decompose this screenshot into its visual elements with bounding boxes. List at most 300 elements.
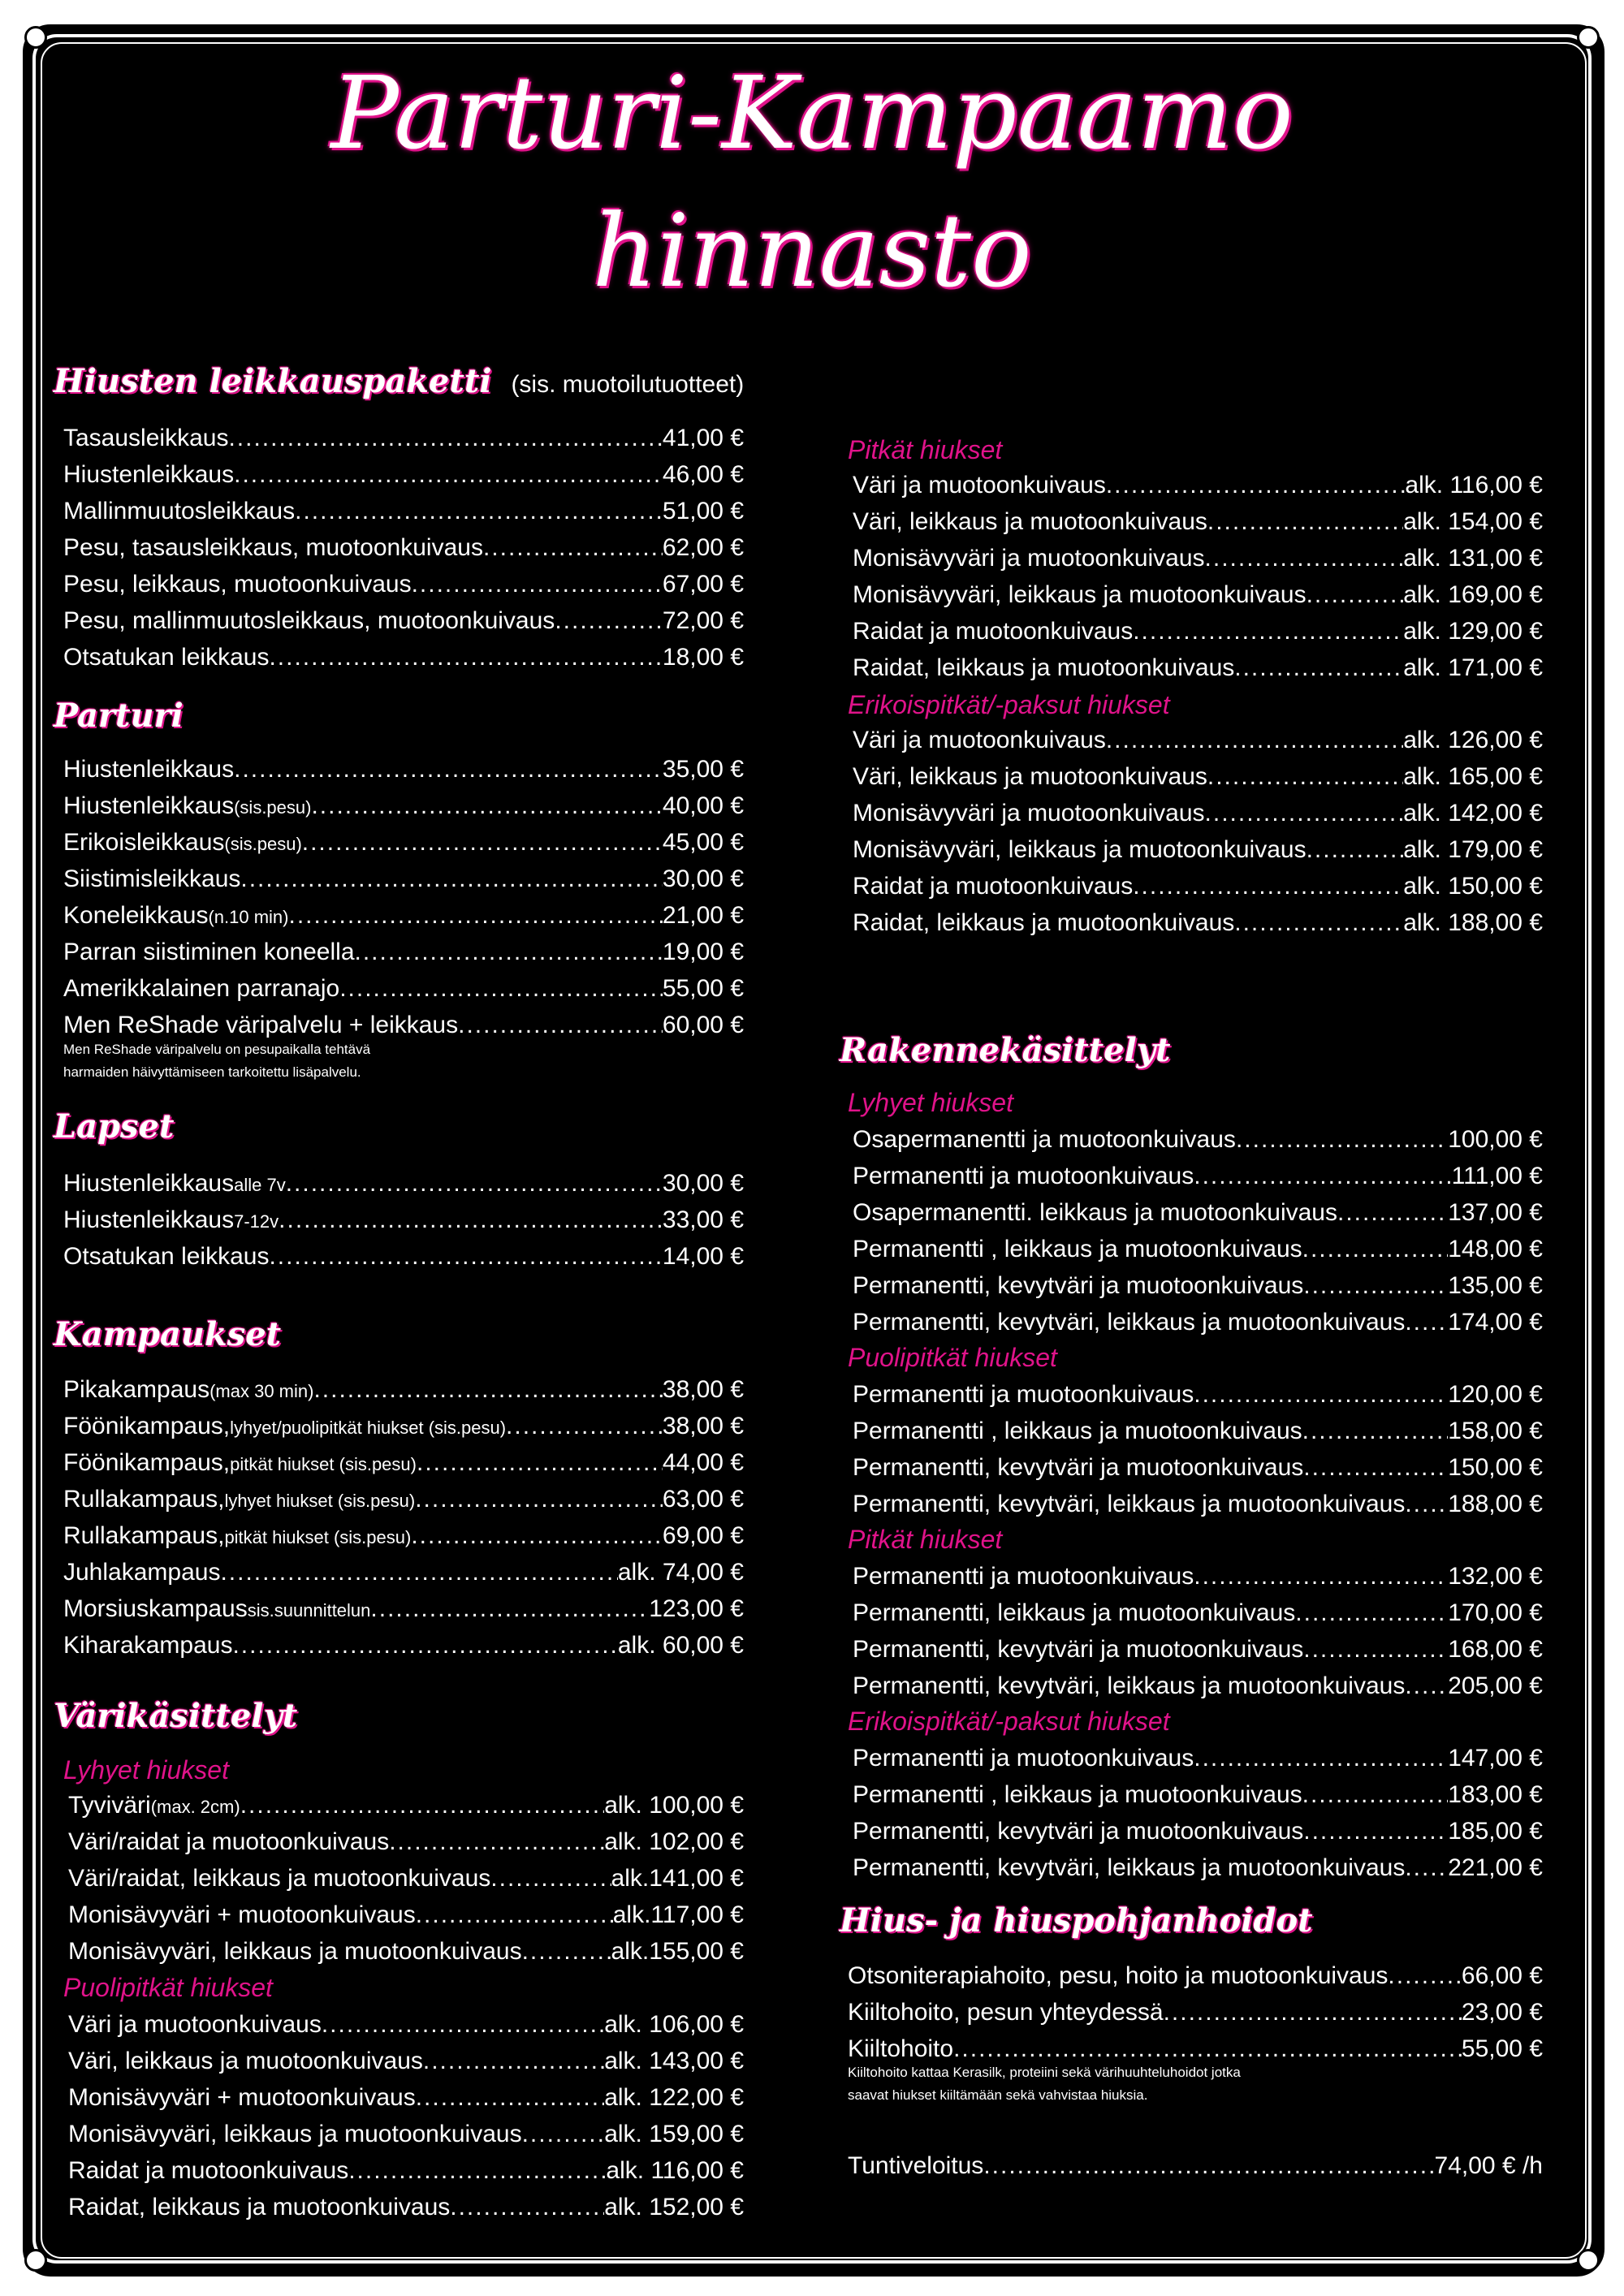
service-detail: (max. 2cm) bbox=[150, 1797, 240, 1817]
service-price: 183,00 € bbox=[1448, 1781, 1543, 1808]
dot-leader bbox=[411, 1518, 663, 1554]
service-price: alk. 142,00 € bbox=[1403, 800, 1543, 826]
price-row bbox=[853, 504, 1543, 540]
section-title bbox=[54, 1315, 281, 1353]
dot-leader bbox=[313, 1372, 662, 1408]
price-row bbox=[853, 1377, 1543, 1413]
price-row bbox=[848, 1995, 1543, 2031]
service-price: alk. 171,00 € bbox=[1403, 654, 1543, 681]
service-price: 132,00 € bbox=[1448, 1563, 1543, 1590]
service-label: Rullakampaus, bbox=[63, 1522, 225, 1549]
section-title-text: Kampaukset bbox=[54, 1315, 282, 1353]
service-label: Väri ja muotoonkuivaus bbox=[68, 2011, 322, 2038]
service-label: Väri ja muotoonkuivaus bbox=[853, 472, 1106, 498]
dot-leader bbox=[1405, 1668, 1448, 1704]
dot-leader bbox=[555, 603, 663, 639]
service-price: 74,00 € /h bbox=[1434, 2152, 1543, 2179]
dot-leader bbox=[339, 971, 663, 1007]
service-price: 21,00 € bbox=[662, 902, 744, 929]
service-label: Permanentti, leikkaus ja muotoonkuivaus bbox=[853, 1599, 1296, 1626]
service-price: 185,00 € bbox=[1448, 1818, 1543, 1845]
price-row bbox=[853, 1232, 1543, 1267]
dot-leader bbox=[1106, 723, 1403, 758]
service-label: Permanentti ja muotoonkuivaus bbox=[853, 1745, 1194, 1772]
service-price: 205,00 € bbox=[1448, 1672, 1543, 1699]
price-row bbox=[853, 1559, 1543, 1595]
price-row bbox=[853, 1814, 1543, 1849]
price-row bbox=[63, 567, 744, 602]
dot-leader bbox=[1205, 541, 1404, 576]
service-label: Raidat, leikkaus ja muotoonkuivaus bbox=[68, 2194, 451, 2220]
price-row bbox=[68, 2153, 744, 2189]
service-label: Hiustenleikkaus bbox=[63, 461, 235, 488]
dot-leader bbox=[348, 2153, 606, 2189]
price-row bbox=[63, 1518, 744, 1556]
service-label: Morsiuskampaus bbox=[63, 1595, 248, 1622]
service-price: alk. 100,00 € bbox=[604, 1792, 744, 1819]
service-price: 55,00 € bbox=[662, 975, 744, 1002]
service-price: alk. 188,00 € bbox=[1403, 909, 1543, 936]
dot-leader bbox=[234, 752, 663, 788]
service-detail: sis.suunnittelun bbox=[247, 1600, 371, 1621]
dot-leader bbox=[1205, 796, 1404, 831]
service-price: alk. 122,00 € bbox=[604, 2084, 744, 2111]
subsection-title: Erikoispitkät/-paksut hiukset bbox=[848, 1707, 1170, 1736]
service-label: Siistimisleikkaus bbox=[63, 865, 241, 892]
service-label: Permanentti ja muotoonkuivaus bbox=[853, 1163, 1194, 1189]
service-price: 55,00 € bbox=[1461, 2035, 1543, 2062]
subsection-title: Puolipitkät hiukset bbox=[848, 1343, 1057, 1372]
dot-leader bbox=[483, 530, 663, 566]
price-row bbox=[853, 1450, 1543, 1486]
service-price: 45,00 € bbox=[662, 829, 744, 856]
service-label: Pesu, leikkaus, muotoonkuivaus bbox=[63, 571, 412, 598]
price-row bbox=[68, 1934, 744, 1970]
service-label: Erikoisleikkaus bbox=[63, 829, 225, 856]
footnote: Kiiltohoito kattaa Kerasilk, proteiini sekä värihuuhteluhoidot jotka bbox=[848, 2065, 1241, 2080]
dot-leader bbox=[1307, 577, 1404, 613]
service-label: Permanentti , leikkaus ja muotoonkuivaus bbox=[853, 1781, 1302, 1808]
service-label: Osapermanentti. leikkaus ja muotoonkuivaus bbox=[853, 1199, 1337, 1226]
price-row bbox=[63, 1372, 744, 1409]
dot-leader bbox=[416, 2080, 604, 2116]
service-label: Raidat ja muotoonkuivaus bbox=[68, 2157, 349, 2184]
dot-leader bbox=[232, 1628, 617, 1664]
service-price: alk.117,00 € bbox=[612, 1901, 744, 1928]
dot-leader bbox=[983, 2148, 1434, 2184]
price-row bbox=[63, 1202, 744, 1240]
service-detail: (sis.pesu) bbox=[224, 834, 302, 854]
service-price: alk. 131,00 € bbox=[1403, 545, 1543, 572]
service-price: 188,00 € bbox=[1448, 1491, 1543, 1517]
price-row bbox=[853, 1305, 1543, 1340]
price-row bbox=[63, 640, 744, 675]
price-row bbox=[68, 1824, 744, 1860]
service-price: 38,00 € bbox=[662, 1376, 744, 1403]
service-detail: alle 7v bbox=[234, 1175, 286, 1195]
dot-leader bbox=[1405, 1850, 1448, 1886]
price-row bbox=[63, 421, 744, 456]
dot-leader bbox=[1388, 1958, 1461, 1994]
service-label: Permanentti, kevytväri ja muotoonkuivaus bbox=[853, 1636, 1304, 1663]
service-price: alk. 143,00 € bbox=[604, 2048, 744, 2074]
dot-leader bbox=[1337, 1195, 1448, 1231]
service-price: 30,00 € bbox=[662, 865, 744, 892]
service-label: Tasausleikkaus bbox=[63, 425, 229, 451]
service-detail: (n.10 min) bbox=[208, 907, 289, 927]
service-label: Väri/raidat ja muotoonkuivaus bbox=[68, 1828, 390, 1855]
dot-leader bbox=[228, 421, 662, 456]
service-detail: 7-12v bbox=[234, 1211, 279, 1232]
dot-leader bbox=[220, 1555, 617, 1590]
service-price: 33,00 € bbox=[662, 1206, 744, 1233]
service-label: Mallinmuutosleikkaus bbox=[63, 498, 296, 524]
service-label: Kiiltohoito, pesun yhteydessä bbox=[848, 1999, 1164, 2026]
price-row bbox=[63, 1008, 744, 1043]
dot-leader bbox=[1133, 614, 1403, 650]
dot-leader bbox=[1295, 1595, 1448, 1631]
service-price: 135,00 € bbox=[1448, 1272, 1543, 1299]
section-title bbox=[54, 1697, 297, 1735]
service-label: Permanentti, kevytväri ja muotoonkuivaus bbox=[853, 1454, 1304, 1481]
price-row bbox=[853, 1122, 1543, 1158]
dot-leader bbox=[370, 1591, 649, 1627]
dot-leader bbox=[522, 2117, 605, 2152]
section-title bbox=[54, 697, 184, 735]
price-row bbox=[853, 905, 1543, 941]
subsection-title: Pitkät hiukset bbox=[848, 435, 1003, 464]
dot-leader bbox=[286, 1166, 663, 1202]
service-price: alk. 102,00 € bbox=[604, 1828, 744, 1855]
service-label: Pikakampaus bbox=[63, 1376, 210, 1403]
price-row bbox=[853, 796, 1543, 831]
service-label: Permanentti, kevytväri, leikkaus ja muotoonkuivaus bbox=[853, 1672, 1406, 1699]
service-label: Otsatukan leikkaus bbox=[63, 644, 270, 671]
service-price: 63,00 € bbox=[662, 1486, 744, 1513]
service-price: 67,00 € bbox=[662, 571, 744, 598]
dot-leader bbox=[234, 457, 663, 493]
dot-leader bbox=[506, 1409, 663, 1444]
price-row bbox=[853, 1413, 1543, 1449]
service-price: 100,00 € bbox=[1448, 1126, 1543, 1153]
dot-leader bbox=[240, 861, 663, 897]
price-row bbox=[63, 1555, 744, 1590]
service-detail: lyhyet/puolipitkät hiukset (sis.pesu) bbox=[230, 1418, 507, 1438]
service-price: 41,00 € bbox=[662, 425, 744, 451]
service-label: Parran siistiminen koneella bbox=[63, 939, 355, 965]
service-price: 19,00 € bbox=[662, 939, 744, 965]
dot-leader bbox=[1194, 1159, 1451, 1194]
service-price: alk.155,00 € bbox=[611, 1938, 744, 1965]
service-label: Hiustenleikkaus bbox=[63, 756, 235, 783]
service-label: Men ReShade väripalvelu + leikkaus bbox=[63, 1012, 459, 1038]
service-label: Hiustenleikkaus bbox=[63, 1206, 235, 1233]
service-price: 35,00 € bbox=[662, 756, 744, 783]
section-title-text: Lapset bbox=[54, 1107, 175, 1146]
dot-leader bbox=[240, 1788, 605, 1823]
price-row bbox=[63, 530, 744, 566]
price-row bbox=[63, 788, 744, 826]
footnote: saavat hiukset kiiltämään sekä vahvistaa hiuksia. bbox=[848, 2087, 1148, 2103]
service-price: 170,00 € bbox=[1448, 1599, 1543, 1626]
service-price: alk. 126,00 € bbox=[1403, 727, 1543, 753]
service-price: alk. 159,00 € bbox=[604, 2121, 744, 2147]
dot-leader bbox=[1303, 1268, 1448, 1304]
service-price: 120,00 € bbox=[1448, 1381, 1543, 1408]
service-price: 23,00 € bbox=[1461, 1999, 1543, 2026]
dot-leader bbox=[1164, 1995, 1462, 2031]
dot-leader bbox=[1302, 1232, 1449, 1267]
dot-leader bbox=[302, 825, 663, 861]
dot-leader bbox=[417, 1445, 663, 1481]
service-price: 221,00 € bbox=[1448, 1854, 1543, 1881]
dot-leader bbox=[1207, 759, 1403, 795]
service-label: Hiustenleikkaus bbox=[63, 1170, 235, 1197]
service-label: Amerikkalainen parranajo bbox=[63, 975, 340, 1002]
price-row bbox=[853, 759, 1543, 795]
service-label: Monisävyväri ja muotoonkuivaus bbox=[853, 800, 1205, 826]
service-label: Tyviväri bbox=[68, 1792, 151, 1819]
dot-leader bbox=[522, 1934, 611, 1970]
service-price: alk. 169,00 € bbox=[1403, 581, 1543, 608]
dot-leader bbox=[1303, 1450, 1448, 1486]
service-label: Föönikampaus, bbox=[63, 1449, 231, 1476]
service-label: Väri ja muotoonkuivaus bbox=[853, 727, 1106, 753]
dot-leader bbox=[279, 1202, 663, 1238]
service-price: alk. 129,00 € bbox=[1403, 618, 1543, 645]
service-detail: pitkät hiukset (sis.pesu) bbox=[224, 1527, 412, 1547]
dot-leader bbox=[1302, 1777, 1449, 1813]
corner-ornament bbox=[1577, 2249, 1600, 2272]
service-price: 123,00 € bbox=[649, 1595, 744, 1622]
dot-leader bbox=[289, 898, 663, 934]
price-row bbox=[853, 468, 1543, 503]
service-label: Raidat ja muotoonkuivaus bbox=[853, 618, 1134, 645]
dot-leader bbox=[355, 934, 663, 970]
service-price: 30,00 € bbox=[662, 1170, 744, 1197]
service-price: alk. 74,00 € bbox=[617, 1559, 744, 1586]
price-row bbox=[853, 614, 1543, 650]
dot-leader bbox=[1405, 1487, 1448, 1522]
dot-leader bbox=[269, 640, 662, 675]
dot-leader bbox=[415, 1482, 663, 1517]
service-detail: (max 30 min) bbox=[209, 1381, 314, 1401]
dot-leader bbox=[1234, 650, 1403, 686]
service-label: Otsoniterapiahoito, pesu, hoito ja muotoonkuivaus bbox=[848, 1962, 1389, 1989]
dot-leader bbox=[1303, 1632, 1448, 1668]
service-price: 69,00 € bbox=[662, 1522, 744, 1549]
price-row bbox=[848, 1958, 1543, 1994]
dot-leader bbox=[458, 1008, 663, 1043]
price-row bbox=[63, 1445, 744, 1482]
dot-leader bbox=[322, 2007, 604, 2043]
price-row bbox=[63, 1591, 744, 1629]
dot-leader bbox=[295, 494, 663, 529]
service-label: Raidat, leikkaus ja muotoonkuivaus bbox=[853, 909, 1235, 936]
price-row bbox=[68, 2007, 744, 2043]
section-title bbox=[840, 1031, 1171, 1069]
service-price: 44,00 € bbox=[662, 1449, 744, 1476]
service-label: Raidat, leikkaus ja muotoonkuivaus bbox=[853, 654, 1235, 681]
service-label: Kiiltohoito bbox=[848, 2035, 954, 2062]
price-row-hourly bbox=[848, 2148, 1543, 2184]
subsection-title: Pitkät hiukset bbox=[848, 1525, 1003, 1554]
subsection-title: Puolipitkät hiukset bbox=[63, 1973, 273, 2002]
price-row bbox=[63, 971, 744, 1007]
price-row bbox=[853, 1777, 1543, 1813]
service-label: Koneleikkaus bbox=[63, 902, 209, 929]
service-label: Väri, leikkaus ja muotoonkuivaus bbox=[853, 763, 1207, 790]
service-price: 168,00 € bbox=[1448, 1636, 1543, 1663]
subsection-title: Erikoispitkät/-paksut hiukset bbox=[848, 690, 1170, 719]
service-price: alk. 116,00 € bbox=[606, 2157, 744, 2184]
price-row bbox=[853, 541, 1543, 576]
price-row bbox=[63, 752, 744, 788]
service-price: 158,00 € bbox=[1448, 1418, 1543, 1444]
dot-leader bbox=[423, 2044, 604, 2079]
service-price: alk.141,00 € bbox=[611, 1865, 744, 1892]
service-label: Monisävyväri ja muotoonkuivaus bbox=[853, 545, 1205, 572]
service-label: Permanentti, kevytväri, leikkaus ja muotoonkuivaus bbox=[853, 1854, 1406, 1881]
service-price: 46,00 € bbox=[662, 461, 744, 488]
price-row bbox=[853, 723, 1543, 758]
service-price: alk. 154,00 € bbox=[1403, 508, 1543, 535]
service-label: Otsatukan leikkaus bbox=[63, 1243, 270, 1270]
service-price: 38,00 € bbox=[662, 1413, 744, 1439]
dot-leader bbox=[1194, 1559, 1448, 1595]
dot-leader bbox=[1302, 1413, 1449, 1449]
price-row bbox=[63, 1239, 744, 1275]
service-price: alk. 152,00 € bbox=[604, 2194, 744, 2220]
page-title-line1: Parturi-Kampaamo bbox=[330, 55, 1294, 172]
service-label: Pesu, mallinmuutosleikkaus, muotoonkuivaus bbox=[63, 607, 555, 634]
service-label: Permanentti, kevytväri ja muotoonkuivaus bbox=[853, 1818, 1304, 1845]
price-row bbox=[853, 577, 1543, 613]
service-label: Monisävyväri, leikkaus ja muotoonkuivaus bbox=[68, 2121, 522, 2147]
service-label: Väri, leikkaus ja muotoonkuivaus bbox=[68, 2048, 423, 2074]
price-row bbox=[853, 1850, 1543, 1886]
price-row bbox=[68, 1861, 744, 1897]
service-label: Juhlakampaus bbox=[63, 1559, 221, 1586]
dot-leader bbox=[490, 1861, 611, 1897]
service-price: 137,00 € bbox=[1448, 1199, 1543, 1226]
price-row bbox=[63, 494, 744, 529]
dot-leader bbox=[1133, 869, 1403, 904]
dot-leader bbox=[1236, 1122, 1448, 1158]
dot-leader bbox=[1405, 1305, 1448, 1340]
dot-leader bbox=[1194, 1377, 1448, 1413]
dot-leader bbox=[1194, 1741, 1448, 1776]
service-price: 174,00 € bbox=[1448, 1309, 1543, 1336]
service-label: Permanentti, kevytväri, leikkaus ja muotoonkuivaus bbox=[853, 1309, 1406, 1336]
service-label: Föönikampaus, bbox=[63, 1413, 231, 1439]
price-row bbox=[63, 603, 744, 639]
price-row bbox=[853, 1741, 1543, 1776]
dot-leader bbox=[1303, 1814, 1448, 1849]
service-detail: pitkät hiukset (sis.pesu) bbox=[230, 1454, 417, 1474]
service-price: 72,00 € bbox=[662, 607, 744, 634]
dot-leader bbox=[311, 788, 662, 824]
price-row bbox=[853, 1487, 1543, 1522]
dot-leader bbox=[416, 1897, 613, 1933]
service-price: 18,00 € bbox=[662, 644, 744, 671]
price-row bbox=[63, 825, 744, 862]
service-price: alk. 150,00 € bbox=[1403, 873, 1543, 900]
price-row bbox=[853, 650, 1543, 686]
footnote: Men ReShade väripalvelu on pesupaikalla tehtävä bbox=[63, 1042, 371, 1057]
section-title-text: Värikäsittelyt bbox=[54, 1697, 298, 1735]
price-row bbox=[68, 2117, 744, 2152]
price-row bbox=[853, 1268, 1543, 1304]
dot-leader bbox=[389, 1824, 604, 1860]
service-detail: (sis.pesu) bbox=[234, 797, 312, 818]
dot-leader bbox=[1207, 504, 1403, 540]
service-label: Hiustenleikkaus bbox=[63, 792, 235, 819]
price-row bbox=[853, 832, 1543, 868]
service-price: 51,00 € bbox=[662, 498, 744, 524]
service-price: alk. 179,00 € bbox=[1403, 836, 1543, 863]
section-note: (sis. muotoilutuotteet) bbox=[511, 371, 745, 398]
price-row bbox=[68, 2080, 744, 2116]
service-price: 148,00 € bbox=[1448, 1236, 1543, 1262]
price-row bbox=[63, 457, 744, 493]
service-label: Väri, leikkaus ja muotoonkuivaus bbox=[853, 508, 1207, 535]
dot-leader bbox=[1106, 468, 1406, 503]
price-row bbox=[853, 1595, 1543, 1631]
price-row bbox=[63, 1409, 744, 1446]
service-price: 62,00 € bbox=[662, 534, 744, 561]
service-label: Permanentti , leikkaus ja muotoonkuivaus bbox=[853, 1418, 1302, 1444]
dot-leader bbox=[269, 1239, 662, 1275]
service-price: 40,00 € bbox=[662, 792, 744, 819]
service-detail: lyhyet hiukset (sis.pesu) bbox=[224, 1491, 416, 1511]
service-price: 147,00 € bbox=[1448, 1745, 1543, 1772]
service-label: Permanentti , leikkaus ja muotoonkuivaus bbox=[853, 1236, 1302, 1262]
price-row bbox=[853, 1668, 1543, 1704]
price-row bbox=[63, 934, 744, 970]
dot-leader bbox=[1234, 905, 1403, 941]
service-label: Monisävyväri, leikkaus ja muotoonkuivaus bbox=[68, 1938, 522, 1965]
service-label: Väri/raidat, leikkaus ja muotoonkuivaus bbox=[68, 1865, 491, 1892]
section-title-text: Hiusten leikkauspaketti bbox=[54, 362, 503, 400]
service-label: Osapermanentti ja muotoonkuivaus bbox=[853, 1126, 1236, 1153]
service-label: Monisävyväri, leikkaus ja muotoonkuivaus bbox=[853, 581, 1307, 608]
price-row bbox=[853, 1632, 1543, 1668]
service-label: Permanentti ja muotoonkuivaus bbox=[853, 1563, 1194, 1590]
price-row bbox=[68, 2044, 744, 2079]
price-row bbox=[853, 1159, 1543, 1194]
service-label: Pesu, tasausleikkaus, muotoonkuivaus bbox=[63, 534, 483, 561]
service-label: Permanentti, kevytväri, leikkaus ja muotoonkuivaus bbox=[853, 1491, 1406, 1517]
service-label: Monisävyväri + muotoonkuivaus bbox=[68, 2084, 416, 2111]
service-price: alk. 60,00 € bbox=[617, 1632, 744, 1659]
price-row bbox=[853, 869, 1543, 904]
subsection-title: Lyhyet hiukset bbox=[848, 1088, 1013, 1117]
price-row bbox=[68, 1897, 744, 1933]
dot-leader bbox=[412, 567, 663, 602]
section-title-text: Hius- ja hiuspohjanhoidot bbox=[840, 1901, 1313, 1940]
price-row bbox=[63, 1482, 744, 1519]
service-price: alk. 106,00 € bbox=[604, 2011, 744, 2038]
price-row bbox=[63, 1628, 744, 1664]
price-row bbox=[853, 1195, 1543, 1231]
section-title bbox=[54, 362, 744, 400]
service-price: 150,00 € bbox=[1448, 1454, 1543, 1481]
service-price: alk. 116,00 € bbox=[1405, 472, 1543, 498]
section-title bbox=[840, 1901, 1313, 1940]
service-price: 111,00 € bbox=[1451, 1163, 1543, 1189]
price-row bbox=[63, 898, 744, 935]
